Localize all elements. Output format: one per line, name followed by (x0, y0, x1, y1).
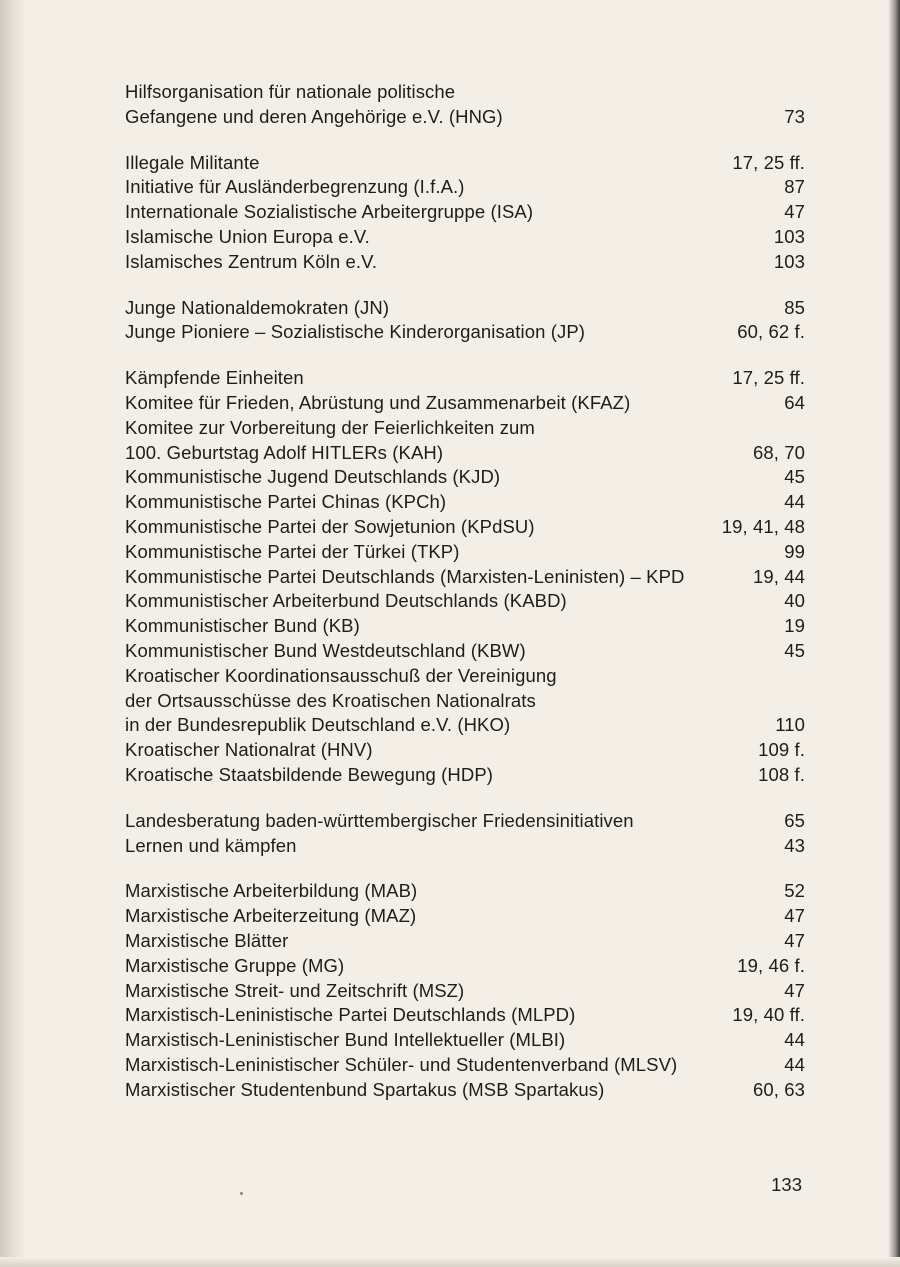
entry-pages: 44 (784, 1053, 805, 1075)
index-entry (125, 80, 805, 130)
entry-name: Kommunistische Partei Deutschlands (Marxisten-Leninisten) – KPD (125, 565, 685, 587)
index-entry (125, 614, 805, 639)
group-separator (125, 130, 805, 151)
entry-name: Marxistischer Studentenbund Spartakus (MSB Spartakus) (125, 1078, 605, 1100)
index-entry (125, 540, 805, 565)
index-entry (125, 1078, 805, 1103)
entry-pages: 47 (784, 979, 805, 1001)
index-entry (125, 954, 805, 979)
entry-pages: 44 (784, 1029, 805, 1051)
page-bottom-edge (0, 1257, 900, 1267)
entry-name: Komitee für Frieden, Abrüstung und Zusammenarbeit (KFAZ) (125, 391, 631, 413)
entry-name: Kroatische Staatsbildende Bewegung (HDP) (125, 763, 494, 785)
index-group (125, 879, 805, 1102)
entry-name: Kommunistischer Arbeiterbund Deutschlands (KABD) (125, 590, 567, 612)
entry-pages: 17, 25 ff. (732, 151, 805, 173)
entry-name: Marxistische Gruppe (MG) (125, 954, 345, 976)
entry-pages: 108 f. (758, 763, 805, 785)
index-entry (125, 763, 805, 788)
entry-pages: 65 (784, 809, 805, 831)
index-group (125, 809, 805, 859)
entry-pages: 19, 46 f. (737, 954, 805, 976)
entry-pages: 43 (784, 834, 805, 856)
entry-name: Kommunistische Partei der Sowjetunion (KPdSU) (125, 515, 535, 537)
index-entry (125, 200, 805, 225)
entry-name: Kommunistischer Bund (KB) (125, 615, 360, 637)
index-entry (125, 979, 805, 1004)
entry-pages: 60, 62 f. (737, 321, 805, 343)
entry-name: Lernen und kämpfen (125, 834, 297, 856)
entry-pages: 68, 70 (752, 441, 805, 463)
index-entry (125, 809, 805, 834)
entry-name: Kämpfende Einheiten (125, 367, 304, 389)
entry-name: Kommunistische Partei der Türkei (TKP) (125, 540, 460, 562)
entry-pages: 110 (775, 714, 805, 736)
index-entry (125, 416, 805, 466)
index-entry (125, 664, 805, 738)
index-entry (125, 366, 805, 391)
index-entry (125, 391, 805, 416)
entry-pages: 87 (784, 176, 805, 198)
entry-pages: 47 (784, 201, 805, 223)
entry-name: Marxistisch-Leninistischer Bund Intellektueller (MLBI) (125, 1029, 566, 1051)
index-entry (125, 1053, 805, 1078)
index-entry (125, 250, 805, 275)
entry-pages: 19, 41, 48 (721, 515, 805, 537)
entry-pages: 52 (784, 880, 805, 902)
index-group (125, 366, 805, 788)
entry-name: Kommunistischer Bund Westdeutschland (KBW) (125, 639, 526, 661)
entry-name: Islamisches Zentrum Köln e.V. (125, 250, 378, 272)
entry-name: Marxistische Arbeiterzeitung (MAZ) (125, 905, 417, 927)
entry-pages: 19 (784, 615, 805, 637)
index-entry (125, 465, 805, 490)
entry-pages: 17, 25 ff. (732, 367, 805, 389)
index-entry (125, 1003, 805, 1028)
entry-name: Marxistische Streit- und Zeitschrift (MSZ) (125, 979, 465, 1001)
entry-name: Marxistische Blätter (125, 929, 289, 951)
entry-name: Illegale Militante (125, 151, 260, 173)
entry-name: Marxistische Arbeiterbildung (MAB) (125, 880, 418, 902)
index-entry (125, 515, 805, 540)
entry-pages: 47 (784, 905, 805, 927)
group-separator (125, 788, 805, 809)
entry-name: Hilfsorganisation für nationale politische Gefangene und deren Angehörige e.V. (HNG) (125, 81, 503, 127)
index-entry (125, 929, 805, 954)
entry-pages: 45 (784, 466, 805, 488)
index-entry (125, 565, 805, 590)
index-entry (125, 904, 805, 929)
entry-name: Kroatischer Koordinationsausschuß der Vereinigung der Ortsausschüsse des Kroatischen Nationalrats in der Bundesrepublik Deutschland e.V. (HKO) (125, 664, 557, 736)
index-entry (125, 175, 805, 200)
entry-name: Marxistisch-Leninistische Partei Deutschlands (MLPD) (125, 1004, 576, 1026)
index-list (125, 80, 805, 1102)
entry-name: Initiative für Ausländerbegrenzung (I.f.A.) (125, 176, 465, 198)
group-separator (125, 275, 805, 296)
entry-name: Internationale Sozialistische Arbeitergruppe (ISA) (125, 201, 534, 223)
entry-pages: 73 (784, 105, 805, 127)
paper-speck (240, 1192, 243, 1195)
entry-name: Marxistisch-Leninistischer Schüler- und Studentenverband (MLSV) (125, 1053, 678, 1075)
index-entry (125, 834, 805, 859)
index-entry (125, 738, 805, 763)
entry-name: Kroatischer Nationalrat (HNV) (125, 739, 373, 761)
group-separator (125, 858, 805, 879)
entry-pages: 45 (784, 639, 805, 661)
page-number: 133 (771, 1174, 802, 1195)
entry-pages: 60, 63 (752, 1078, 805, 1100)
page-right-edge (888, 0, 900, 1267)
entry-pages: 47 (784, 929, 805, 951)
entry-pages: 64 (784, 391, 805, 413)
entry-name: Junge Pioniere – Sozialistische Kinderorganisation (JP) (125, 321, 586, 343)
entry-name: Kommunistische Jugend Deutschlands (KJD) (125, 466, 501, 488)
entry-pages: 40 (784, 590, 805, 612)
entry-pages: 103 (773, 225, 805, 247)
entry-pages: 85 (784, 296, 805, 318)
entry-pages: 19, 44 (752, 565, 805, 587)
index-entry (125, 589, 805, 614)
entry-pages: 19, 40 ff. (732, 1004, 805, 1026)
index-group (125, 296, 805, 346)
index-entry (125, 490, 805, 515)
entry-name: Landesberatung baden-württembergischer Friedensinitiativen (125, 809, 634, 831)
group-separator (125, 345, 805, 366)
index-entry (125, 1028, 805, 1053)
entry-pages: 44 (784, 491, 805, 513)
index-entry (125, 151, 805, 176)
index-group (125, 151, 805, 275)
entry-pages: 103 (773, 250, 805, 272)
entry-name: Kommunistische Partei Chinas (KPCh) (125, 491, 447, 513)
index-entry (125, 879, 805, 904)
entry-name: Junge Nationaldemokraten (JN) (125, 296, 390, 318)
entry-pages: 99 (784, 540, 805, 562)
page-binding-edge (0, 0, 26, 1267)
entry-name: Islamische Union Europa e.V. (125, 225, 370, 247)
index-entry (125, 225, 805, 250)
index-entry (125, 296, 805, 321)
entry-name: Komitee zur Vorbereitung der Feierlichkeiten zum 100. Geburtstag Adolf HITLERs (KAH) (125, 416, 535, 463)
index-group (125, 80, 805, 130)
entry-pages: 109 f. (758, 739, 805, 761)
index-entry (125, 320, 805, 345)
index-entry (125, 639, 805, 664)
